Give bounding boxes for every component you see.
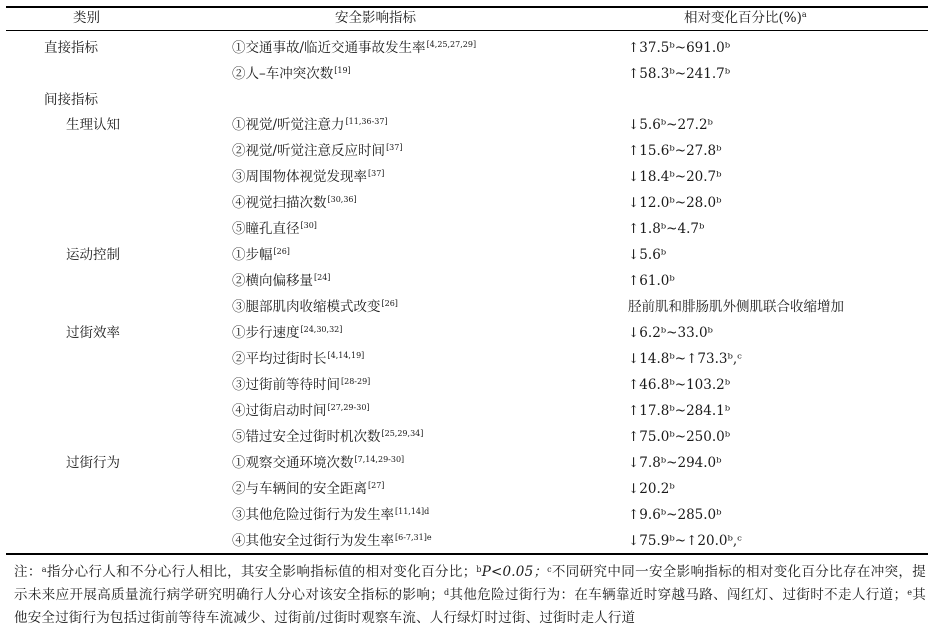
table-top-rule (6, 6, 928, 8)
indicator-ref: [30,36] (327, 195, 357, 204)
indicator-text: ③腿部肌肉收缩模式改变 (232, 299, 381, 315)
row-indicator (232, 507, 429, 523)
indicator-ref: [4,25,27,29] (426, 40, 477, 49)
row-indicator (232, 429, 423, 445)
row-change: ↓75.9ᵇ~↑20.0ᵇ,ᶜ (628, 533, 742, 549)
indicator-ref: [4,14,19] (327, 351, 365, 360)
indicator-ref: [19] (334, 66, 351, 75)
row-indicator (232, 533, 432, 549)
row-change: 胫前肌和腓肠肌外侧肌联合收缩增加 (628, 299, 844, 315)
indicator-ref: [7,14,29-30] (354, 455, 405, 464)
group-motor: 运动控制 (66, 247, 120, 263)
row-indicator (232, 273, 330, 289)
indicator-text: ①交通事故/临近交通事故发生率 (232, 40, 426, 56)
row-change: ↓14.8ᵇ~↑73.3ᵇ,ᶜ (628, 351, 742, 367)
group-indirect: 间接指标 (44, 92, 98, 108)
indicator-text: ⑤瞳孔直径 (232, 221, 300, 237)
indicator-text: ①视觉/听觉注意力 (232, 117, 345, 133)
note-e-text: 其他安全过街行为包括过街前等待车流减少、过街前/过街时观察车流、人行绿灯时过街、过街时走人行道 (14, 587, 927, 626)
row-change: ↑61.0ᵇ (628, 273, 675, 289)
indicator-ref: [11,36-37] (345, 117, 388, 126)
header-change (684, 10, 807, 26)
group-direct: 直接指标 (44, 40, 98, 56)
indicator-text: ②横向偏移量 (232, 273, 313, 289)
row-indicator (232, 481, 384, 497)
indicator-text: ①步幅 (232, 247, 273, 263)
row-indicator (232, 40, 476, 56)
header-category: 类别 (73, 10, 100, 26)
indicator-text: ②平均过街时长 (232, 351, 327, 367)
row-change: ↑15.6ᵇ~27.8ᵇ (628, 143, 722, 159)
note-c-sup: c (547, 565, 552, 574)
row-change: ↑1.8ᵇ~4.7ᵇ (628, 221, 705, 237)
indicator-text: ③周围物体视觉发现率 (232, 169, 367, 185)
group-behavior: 过街行为 (66, 455, 120, 471)
table-header-rule (6, 30, 928, 31)
row-indicator (232, 143, 402, 159)
note-a-text: 指分心行人和不分心行人相比，其安全影响指标值的相对变化百分比； (46, 564, 477, 580)
row-change: ↓18.4ᵇ~20.7ᵇ (628, 169, 722, 185)
note-b-text: P<0.05； (481, 564, 548, 580)
note-d-text: 其他危险过街行为：在车辆靠近时穿越马路、闯红灯、过街时不走人行道； (449, 587, 908, 603)
row-indicator (232, 195, 357, 211)
row-indicator (232, 403, 370, 419)
table-bottom-rule (6, 553, 928, 555)
row-indicator (232, 299, 398, 315)
note-b-sup: b (476, 565, 482, 574)
indicator-text: ③过街前等待时间 (232, 377, 340, 393)
row-indicator (232, 377, 370, 393)
header-change-label: 相对变化百分比(%) (684, 10, 802, 26)
group-cognition: 生理认知 (66, 117, 120, 133)
row-indicator (232, 117, 388, 133)
indicator-ref: [37] (386, 143, 403, 152)
indicator-text: ④其他安全过街行为发生率 (232, 533, 394, 549)
row-indicator (232, 455, 404, 471)
indicator-ref: [27,29-30] (327, 403, 370, 412)
row-change: ↑46.8ᵇ~103.2ᵇ (628, 377, 731, 393)
indicator-text: ④过街启动时间 (232, 403, 327, 419)
row-change: ↑9.6ᵇ~285.0ᵇ (628, 507, 722, 523)
indicator-ref: [24] (314, 273, 331, 282)
group-efficiency: 过街效率 (66, 325, 120, 341)
indicator-text: ③其他危险过街行为发生率 (232, 507, 394, 523)
indicator-ref: [6-7,31]e (395, 533, 432, 542)
indicator-ref: [25,29,34] (381, 429, 424, 438)
indicator-ref: [26] (381, 299, 398, 308)
row-change: ↓20.2ᵇ (628, 481, 675, 497)
row-change: ↑58.3ᵇ~241.7ᵇ (628, 66, 731, 82)
row-change: ↑37.5ᵇ~691.0ᵇ (628, 40, 731, 56)
row-indicator (232, 351, 364, 367)
indicator-text: ②与车辆间的安全距离 (232, 481, 367, 497)
indicator-ref: [27] (368, 481, 385, 490)
row-indicator (232, 247, 290, 263)
note-c-text: 不同研究中同一安全影响指标的相对变化百分比存在冲突，提示未来应开展高质量流行病学研究明确行人分心对该安全指标的影响； (14, 564, 926, 603)
header-indicator: 安全影响指标 (335, 10, 416, 26)
row-change: ↓5.6ᵇ~27.2ᵇ (628, 117, 713, 133)
indicator-ref: [28-29] (341, 377, 371, 386)
row-change: ↓6.2ᵇ~33.0ᵇ (628, 325, 713, 341)
indicator-text: ②视觉/听觉注意反应时间 (232, 143, 386, 159)
indicator-ref: [24,30,32] (300, 325, 343, 334)
row-change: ↓7.8ᵇ~294.0ᵇ (628, 455, 722, 471)
indicator-text: ①步行速度 (232, 325, 300, 341)
row-change: ↑17.8ᵇ~284.1ᵇ (628, 403, 731, 419)
row-change: ↓5.6ᵇ (628, 247, 667, 263)
row-indicator (232, 169, 384, 185)
row-indicator (232, 325, 342, 341)
note-d-sup: d (443, 588, 450, 597)
indicator-ref: [37] (368, 169, 385, 178)
row-indicator (232, 221, 317, 237)
indicator-ref: [11,14]d (395, 507, 430, 516)
note-prefix: 注： (14, 564, 42, 580)
indicator-ref: [26] (273, 247, 290, 256)
indicator-text: ④视觉扫描次数 (232, 195, 327, 211)
note-e-sup: e (907, 588, 913, 597)
indicator-text: ①观察交通环境次数 (232, 455, 354, 471)
indicator-ref: [30] (300, 221, 317, 230)
row-change: ↑75.0ᵇ~250.0ᵇ (628, 429, 731, 445)
row-indicator (232, 66, 351, 82)
indicator-text: ⑤错过安全过街时机次数 (232, 429, 381, 445)
table-note (14, 561, 926, 630)
indicator-text: ②人–车冲突次数 (232, 66, 334, 82)
header-change-sup: a (801, 10, 807, 19)
row-change: ↓12.0ᵇ~28.0ᵇ (628, 195, 722, 211)
note-a-sup: a (41, 565, 47, 574)
